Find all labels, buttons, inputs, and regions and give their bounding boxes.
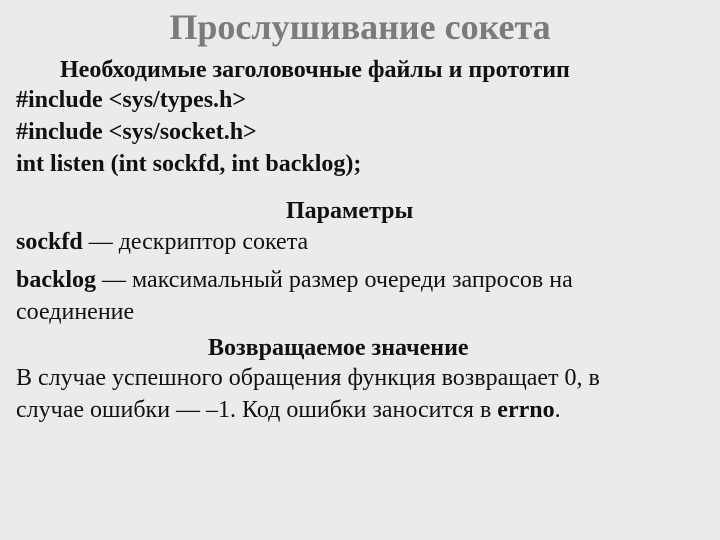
param-sockfd bbox=[16, 228, 308, 257]
return-text-line2 bbox=[16, 396, 561, 425]
include-socket-line: #include <sys/socket.h> bbox=[16, 119, 257, 145]
param-backlog-name: backlog bbox=[16, 267, 97, 293]
param-backlog-desc: — максимальный размер очереди запросов на bbox=[96, 267, 573, 293]
slide-title: Прослушивание сокета bbox=[169, 7, 551, 47]
errno-term: errno bbox=[497, 397, 555, 423]
param-sockfd-desc: — дескриптор сокета bbox=[82, 229, 309, 255]
param-backlog-desc-cont: соединение bbox=[16, 299, 135, 325]
parameters-heading: Параметры bbox=[286, 198, 414, 224]
return-text-line2-end: . bbox=[554, 397, 561, 423]
return-value-heading: Возвращаемое значение bbox=[208, 335, 469, 361]
return-text-line2-start: случае ошибки — –1. Код ошибки заносится в bbox=[16, 397, 498, 423]
return-text-line1: В случае успешного обращения функция возвращает 0, в bbox=[16, 365, 600, 391]
param-sockfd-name: sockfd bbox=[16, 229, 83, 255]
param-backlog bbox=[16, 266, 573, 295]
include-types-line: #include <sys/types.h> bbox=[16, 87, 247, 113]
headers-prototype-heading: Необходимые заголовочные файлы и прототип bbox=[60, 57, 570, 83]
listen-prototype-line: int listen (int sockfd, int backlog); bbox=[16, 151, 362, 177]
